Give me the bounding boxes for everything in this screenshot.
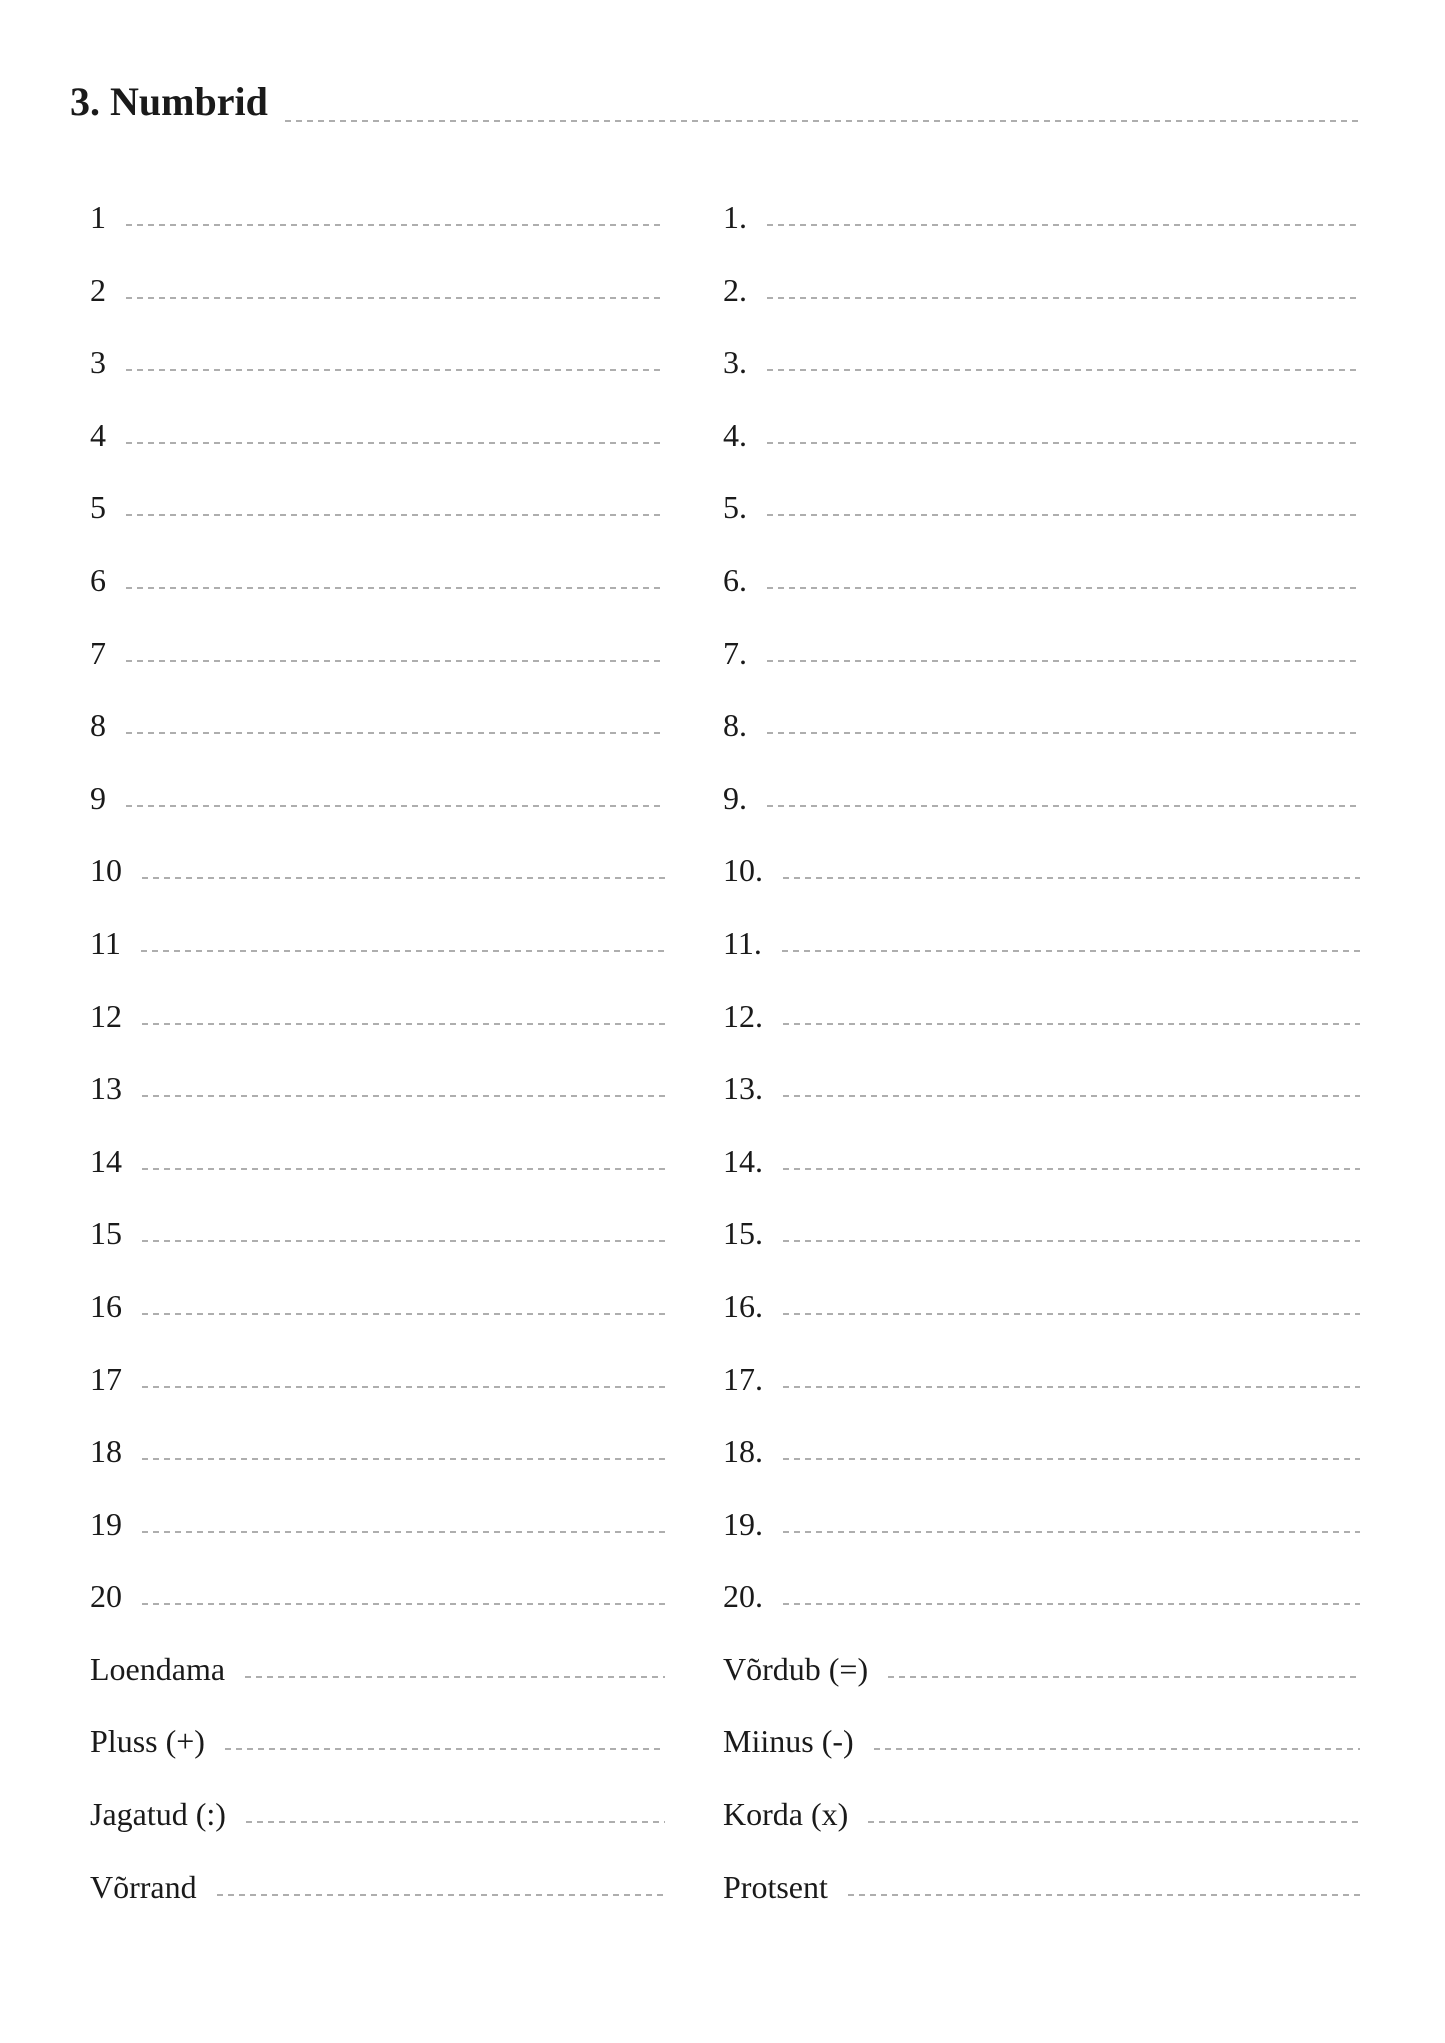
worksheet-row — [723, 1125, 1360, 1198]
worksheet-row — [90, 1415, 665, 1488]
row-label: 11. — [723, 924, 762, 961]
row-label: 4. — [723, 416, 747, 453]
row-label: Võrrand — [90, 1868, 197, 1905]
worksheet-row — [90, 544, 665, 617]
worksheet-row — [90, 471, 665, 544]
answer-line — [783, 1168, 1360, 1170]
worksheet-row — [723, 689, 1360, 762]
worksheet-row — [723, 1343, 1360, 1416]
row-label: 19 — [90, 1505, 122, 1542]
title-answer-line — [285, 120, 1360, 122]
row-label: 10 — [90, 852, 122, 889]
worksheet-row — [90, 980, 665, 1053]
answer-line — [783, 877, 1360, 879]
answer-line — [848, 1894, 1360, 1896]
answer-line — [126, 587, 665, 589]
answer-line — [126, 369, 665, 371]
answer-line — [783, 1240, 1360, 1242]
worksheet-row — [90, 762, 665, 835]
row-label: Protsent — [723, 1868, 828, 1905]
row-label: 12. — [723, 997, 763, 1034]
row-label: 20. — [723, 1578, 763, 1615]
row-label: 7. — [723, 634, 747, 671]
left-column — [90, 181, 665, 1923]
answer-line — [783, 1531, 1360, 1533]
row-label: Pluss (+) — [90, 1723, 205, 1760]
worksheet-row — [723, 326, 1360, 399]
answer-line — [767, 442, 1360, 444]
worksheet-row — [90, 1125, 665, 1198]
answer-line — [126, 224, 665, 226]
row-label: 8 — [90, 707, 106, 744]
row-label: 19. — [723, 1505, 763, 1542]
page-header — [70, 79, 1360, 124]
row-label: Jagatud (:) — [90, 1796, 226, 1833]
worksheet-columns — [90, 181, 1360, 1923]
row-label: 2 — [90, 271, 106, 308]
answer-line — [245, 1676, 665, 1678]
worksheet-row — [723, 980, 1360, 1053]
row-label: 3. — [723, 344, 747, 381]
worksheet-row — [90, 326, 665, 399]
answer-line — [126, 732, 665, 734]
answer-line — [142, 1386, 665, 1388]
row-label: 10. — [723, 852, 763, 889]
row-label: 16 — [90, 1287, 122, 1324]
worksheet-row — [723, 834, 1360, 907]
worksheet-row — [90, 1560, 665, 1633]
row-label: 6 — [90, 561, 106, 598]
row-label: 11 — [90, 924, 121, 961]
answer-line — [142, 877, 665, 879]
worksheet-row — [90, 1778, 665, 1851]
row-label: 1 — [90, 199, 106, 235]
answer-line — [874, 1748, 1360, 1750]
answer-line — [126, 805, 665, 807]
answer-line — [142, 1168, 665, 1170]
answer-line — [783, 1095, 1360, 1097]
answer-line — [783, 1023, 1360, 1025]
answer-line — [142, 1095, 665, 1097]
worksheet-row — [723, 1560, 1360, 1633]
answer-line — [767, 660, 1360, 662]
worksheet-row — [723, 1633, 1360, 1706]
answer-line — [141, 950, 665, 952]
worksheet-row — [723, 544, 1360, 617]
answer-line — [126, 660, 665, 662]
worksheet-row — [90, 1270, 665, 1343]
worksheet-row — [90, 254, 665, 327]
worksheet-row — [723, 762, 1360, 835]
worksheet-row — [723, 1197, 1360, 1270]
worksheet-row — [723, 1778, 1360, 1851]
page-title: 3. Numbrid — [70, 79, 268, 124]
worksheet-row — [90, 1197, 665, 1270]
worksheet-row — [723, 907, 1360, 980]
worksheet-row — [723, 1705, 1360, 1778]
row-label: 1. — [723, 199, 747, 235]
answer-line — [783, 1603, 1360, 1605]
answer-line — [767, 805, 1360, 807]
worksheet-row — [90, 617, 665, 690]
answer-line — [783, 1386, 1360, 1388]
answer-line — [126, 442, 665, 444]
answer-line — [888, 1676, 1360, 1678]
answer-line — [142, 1313, 665, 1315]
answer-line — [767, 732, 1360, 734]
row-label: 4 — [90, 416, 106, 453]
answer-line — [868, 1821, 1360, 1823]
worksheet-row — [723, 1052, 1360, 1125]
worksheet-row — [90, 1705, 665, 1778]
answer-line — [783, 1458, 1360, 1460]
worksheet-row — [90, 834, 665, 907]
answer-line — [767, 514, 1360, 516]
worksheet-row — [723, 399, 1360, 472]
row-label: 5. — [723, 489, 747, 526]
row-label: 15 — [90, 1215, 122, 1252]
worksheet-row — [723, 617, 1360, 690]
row-label: 2. — [723, 271, 747, 308]
worksheet-row — [90, 907, 665, 980]
row-label: 17. — [723, 1360, 763, 1397]
row-label: 13. — [723, 1070, 763, 1107]
answer-line — [767, 297, 1360, 299]
answer-line — [767, 224, 1360, 226]
row-label: 5 — [90, 489, 106, 526]
worksheet-row — [723, 181, 1360, 254]
worksheet-row — [723, 254, 1360, 327]
row-label: 13 — [90, 1070, 122, 1107]
row-label: Võrdub (=) — [723, 1650, 869, 1687]
answer-line — [142, 1458, 665, 1460]
answer-line — [782, 950, 1360, 952]
answer-line — [142, 1531, 665, 1533]
worksheet-row — [90, 181, 665, 254]
worksheet-row — [723, 1851, 1360, 1924]
worksheet-row — [723, 471, 1360, 544]
row-label: 9. — [723, 779, 747, 816]
row-label: 6. — [723, 561, 747, 598]
row-label: 12 — [90, 997, 122, 1034]
worksheet-row — [90, 689, 665, 762]
row-label: 9 — [90, 779, 106, 816]
row-label: 18 — [90, 1433, 122, 1470]
worksheet-row — [90, 1851, 665, 1924]
worksheet-row — [90, 1052, 665, 1125]
row-label: 3 — [90, 344, 106, 381]
worksheet-row — [90, 399, 665, 472]
answer-line — [767, 369, 1360, 371]
row-label: 15. — [723, 1215, 763, 1252]
right-column — [723, 181, 1360, 1923]
row-label: Loendama — [90, 1650, 226, 1687]
answer-line — [142, 1023, 665, 1025]
worksheet-row — [90, 1488, 665, 1561]
answer-line — [142, 1603, 665, 1605]
row-label: 14 — [90, 1142, 122, 1179]
row-label: 17 — [90, 1360, 122, 1397]
answer-line — [246, 1821, 665, 1823]
row-label: Miinus (-) — [723, 1723, 854, 1760]
answer-line — [225, 1748, 665, 1750]
answer-line — [142, 1240, 665, 1242]
answer-line — [217, 1894, 665, 1896]
row-label: Korda (x) — [723, 1796, 849, 1833]
worksheet-row — [90, 1343, 665, 1416]
worksheet-row — [723, 1415, 1360, 1488]
row-label: 14. — [723, 1142, 763, 1179]
answer-line — [783, 1313, 1360, 1315]
worksheet-row — [723, 1488, 1360, 1561]
row-label: 8. — [723, 707, 747, 744]
answer-line — [126, 297, 665, 299]
worksheet-row — [723, 1270, 1360, 1343]
row-label: 16. — [723, 1287, 763, 1324]
row-label: 7 — [90, 634, 106, 671]
row-label: 20 — [90, 1578, 122, 1615]
answer-line — [767, 587, 1360, 589]
row-label: 18. — [723, 1433, 763, 1470]
answer-line — [126, 514, 665, 516]
worksheet-row — [90, 1633, 665, 1706]
